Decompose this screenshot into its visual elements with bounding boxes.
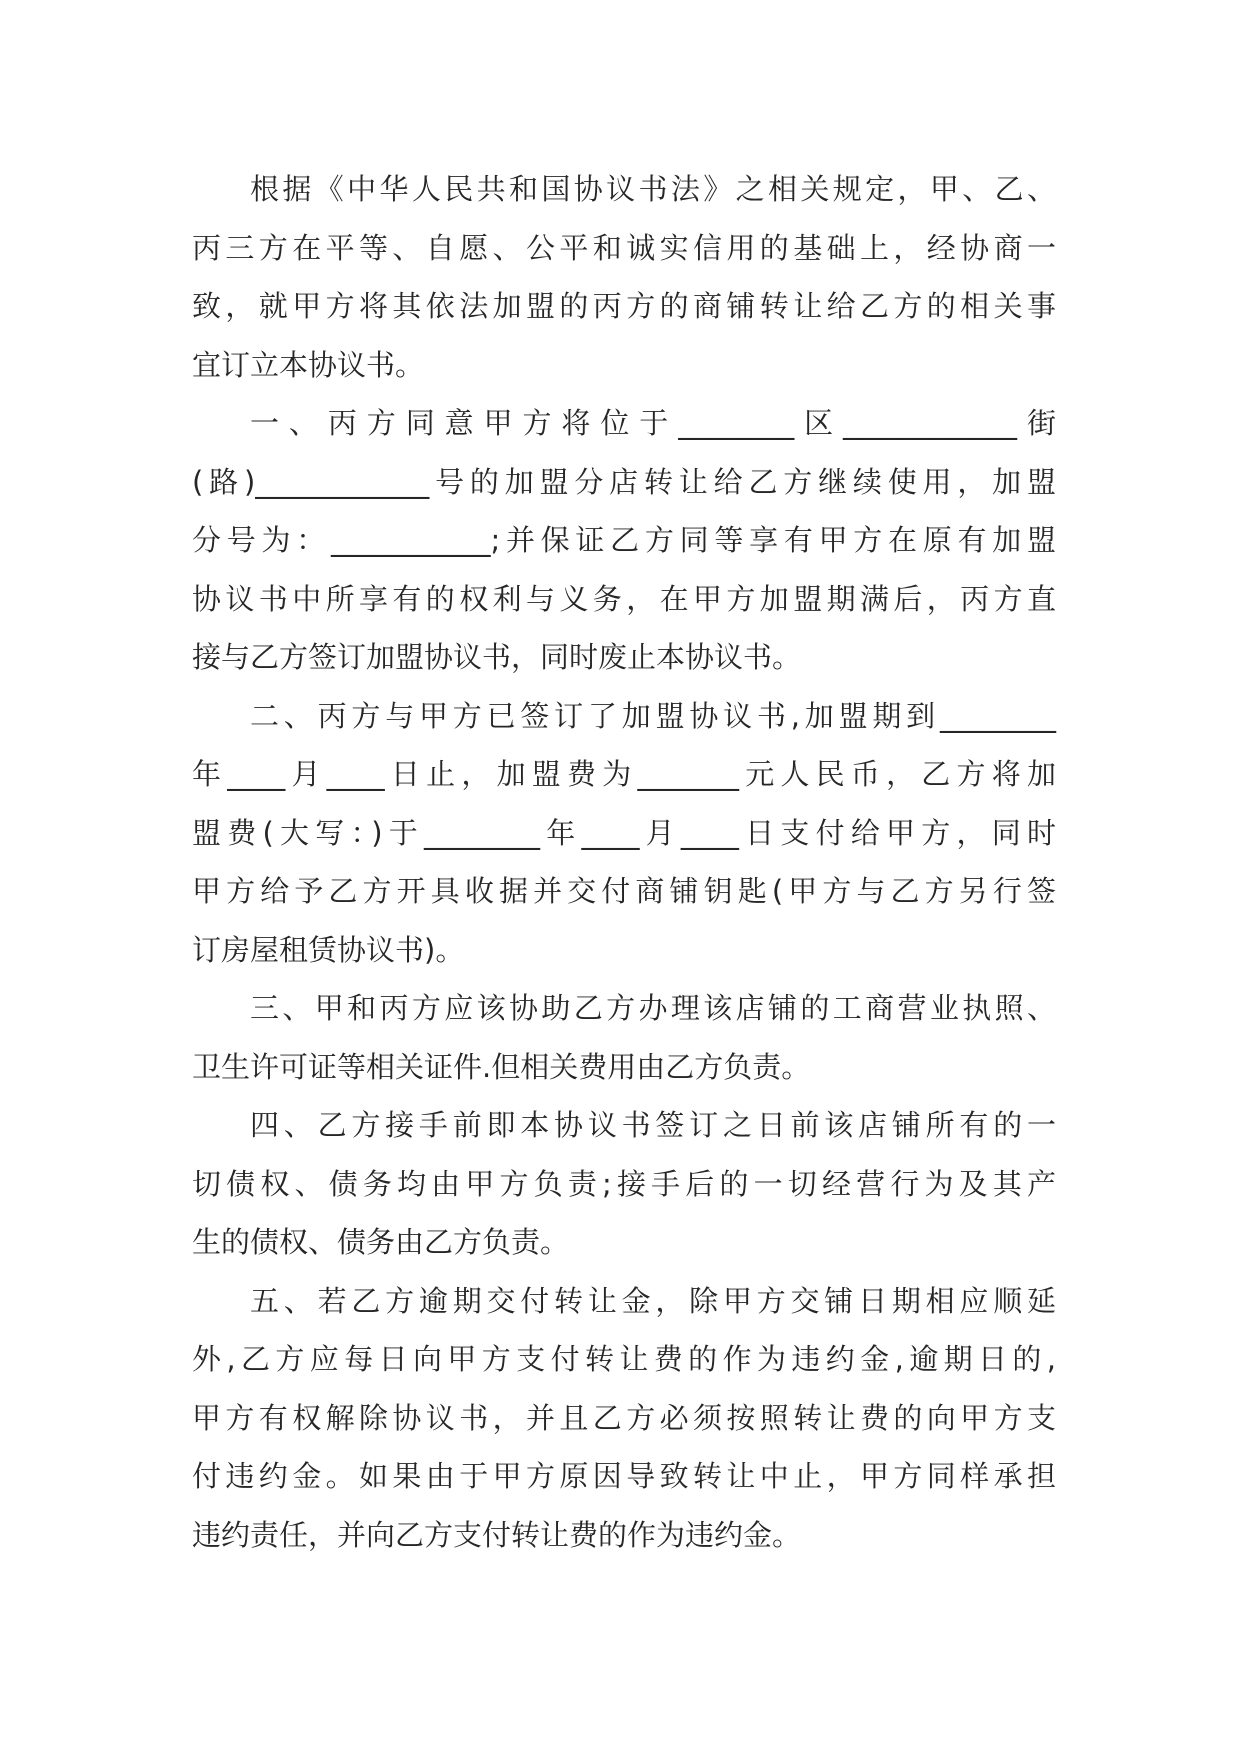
text-line: 付违约金。如果由于甲方原因导致转让中止，甲方同样承担 bbox=[192, 1459, 1056, 1493]
paragraph-clause-4 bbox=[192, 1096, 1056, 1272]
text-line: (路)____________号的加盟分店转让给乙方继续使用，加盟 bbox=[192, 464, 1056, 499]
text-line: 协议书中所享有的权利与义务，在甲方加盟期满后，丙方直 bbox=[192, 581, 1056, 616]
text-line: 生的债权、债务由乙方负责。 bbox=[192, 1225, 570, 1259]
text-line: 年____月____日止，加盟费为_______元人民币，乙方将加 bbox=[192, 757, 1056, 791]
text-line: 三、甲和丙方应该协助乙方办理该店铺的工商营业执照、 bbox=[250, 991, 1056, 1025]
text-line: 五、若乙方逾期交付转让金，除甲方交铺日期相应顺延 bbox=[250, 1283, 1056, 1318]
document-body bbox=[192, 160, 1056, 1564]
paragraph-clause-3 bbox=[192, 979, 1056, 1096]
paragraph-clause-5 bbox=[192, 1272, 1056, 1565]
text-line: 甲方给予乙方开具收据并交付商铺钥匙(甲方与乙方另行签 bbox=[192, 874, 1056, 908]
text-line: 甲方有权解除协议书，并且乙方必须按照转让费的向甲方支 bbox=[192, 1400, 1056, 1435]
text-line: 根据《中华人民共和国协议书法》之相关规定，甲、乙、 bbox=[250, 172, 1056, 206]
text-line: 外,乙方应每日向甲方支付转让费的作为违约金,逾期日的, bbox=[192, 1342, 1056, 1376]
text-line: 订房屋租赁协议书)。 bbox=[192, 932, 465, 967]
paragraph-preamble bbox=[192, 160, 1056, 394]
paragraph-clause-2 bbox=[192, 687, 1056, 980]
text-line: 宜订立本协议书。 bbox=[192, 347, 425, 382]
text-line: 卫生许可证等相关证件.但相关费用由乙方负责。 bbox=[192, 1049, 811, 1084]
text-line: 盟费(大写：)于________年____月____日支付给甲方，同时 bbox=[192, 815, 1056, 850]
text-line: 四、乙方接手前即本协议书签订之日前该店铺所有的一 bbox=[250, 1108, 1056, 1142]
text-line: 一、丙方同意甲方将位于________区____________街 bbox=[250, 406, 1056, 440]
text-line: 二、丙方与甲方已签订了加盟协议书,加盟期到________ bbox=[250, 698, 1056, 733]
text-line: 致，就甲方将其依法加盟的丙方的商铺转让给乙方的相关事 bbox=[192, 289, 1056, 323]
text-line: 违约责任，并向乙方支付转让费的作为违约金。 bbox=[192, 1517, 802, 1552]
text-line: 接与乙方签订加盟协议书，同时废止本协议书。 bbox=[192, 640, 802, 674]
text-line: 分号为：___________;并保证乙方同等享有甲方在原有加盟 bbox=[192, 523, 1056, 557]
text-line: 切债权、债务均由甲方负责;接手后的一切经营行为及其产 bbox=[192, 1166, 1056, 1201]
paragraph-clause-1 bbox=[192, 394, 1056, 687]
text-line: 丙三方在平等、自愿、公平和诚实信用的基础上，经协商一 bbox=[192, 230, 1056, 265]
